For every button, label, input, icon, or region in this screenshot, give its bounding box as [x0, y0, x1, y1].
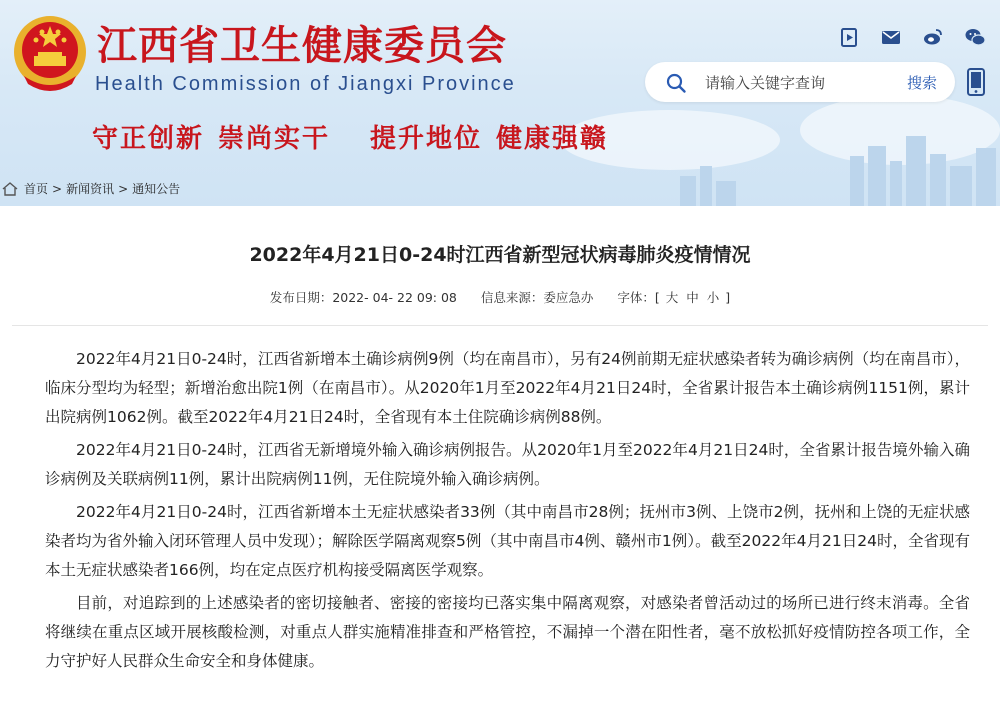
slogan-2: 崇尚实干 — [218, 124, 331, 154]
national-emblem-icon — [10, 10, 90, 98]
city-skyline-decoration — [670, 126, 1000, 206]
article-body — [45, 345, 970, 680]
article-title: 2022年4月21日0-24时江西省新型冠状病毒肺炎疫情情况 — [249, 244, 751, 266]
font-size-medium[interactable]: 中 — [686, 290, 699, 305]
weibo-icon[interactable] — [922, 26, 944, 48]
mail-icon[interactable] — [880, 26, 902, 48]
article-container — [0, 206, 1000, 718]
info-source-value: 委应急办 — [543, 290, 594, 305]
publish-date-label: 发布日期： — [269, 290, 333, 305]
divider — [12, 325, 988, 326]
header-icon-bar — [838, 26, 986, 48]
article-paragraph: 2022年4月21日0-24时，江西省无新增境外输入确诊病例报告。从2020年1月至2022年4月21日24时，全省累计报告境外输入确诊病例及关联病例11例，累计出院病例11例，无住院境外输入确诊病例。 — [45, 441, 970, 488]
site-title: 江西省卫生健康委员会 — [97, 22, 507, 69]
search-button[interactable]: 搜索 — [906, 74, 937, 92]
site-header — [0, 0, 1000, 206]
article-meta — [0, 288, 1000, 306]
publish-date-value: 2022- 04- 22 09: 08 — [332, 290, 457, 305]
breadcrumb — [2, 180, 180, 197]
article-paragraph: 2022年4月21日0-24时，江西省新增本土无症状感染者33例（其中南昌市28例；抚州市3例、上饶市2例，抚州和上饶的无症状感染者均为省外输入闭环管理人员中发现）；解除医学隔离观察5例（其中南昌市4例、赣州市1例）。截至2022年4月21日24时，全省现有本土无症状感染者166例，均在定点医疗机构接受隔离医学观察。 — [45, 503, 970, 579]
slogan-banner — [92, 118, 622, 155]
font-size-small[interactable]: 小 — [706, 290, 720, 305]
site-title-english: Health Commission of Jiangxi Province — [95, 73, 516, 95]
publish-date — [270, 290, 457, 305]
slogan-1: 守正创新 — [92, 124, 205, 154]
breadcrumb-separator: > — [52, 181, 63, 196]
info-source — [481, 290, 594, 305]
breadcrumb-news[interactable]: 新闻资讯 — [66, 182, 115, 196]
breadcrumb-home[interactable]: 首页 — [24, 182, 49, 196]
breadcrumb-separator: > — [118, 181, 129, 196]
article-paragraph: 目前，对追踪到的上述感染者的密切接触者、密接的密接均已落实集中隔离观察，对感染者曾活动过的场所已进行终末消毒。全省将继续在重点区域开展核酸检测，对重点人群实施精准排查和严格管控，不漏掉一个潜在阳性者，毫不放松抓好疫情防控各项工作，全力守护好人民群众生命安全和身体健康。 — [45, 594, 970, 670]
font-size-bracket-open: [ — [654, 290, 660, 305]
search-bar — [645, 62, 955, 102]
mobile-phone-icon[interactable] — [966, 68, 986, 96]
font-size-control — [617, 290, 730, 305]
wechat-icon[interactable] — [964, 26, 986, 48]
info-source-label: 信息来源： — [480, 290, 544, 305]
search-icon[interactable] — [665, 72, 687, 94]
video-icon[interactable] — [838, 26, 860, 48]
home-icon[interactable] — [2, 182, 18, 196]
slogan-3: 提升地位 — [370, 124, 483, 154]
article-paragraph: 2022年4月21日0-24时，江西省新增本土确诊病例9例（均在南昌市），另有24例前期无症状感染者转为确诊病例（均在南昌市），临床分型均为轻型；新增治愈出院1例（在南昌市）。从2020年1月至2022年4月21日24时，全省累计报告本土确诊病例1151例，累计出院病例1062例。截至2022年4月21日24时，全省现有本土住院确诊病例88例。 — [45, 350, 970, 426]
slogan-4: 健康强赣 — [496, 124, 609, 154]
font-size-label: 字体： — [617, 290, 655, 305]
breadcrumb-notices[interactable]: 通知公告 — [132, 182, 181, 196]
font-size-large[interactable]: 大 — [665, 290, 679, 305]
font-size-bracket-close: ] — [725, 290, 731, 305]
search-input[interactable] — [703, 70, 887, 96]
